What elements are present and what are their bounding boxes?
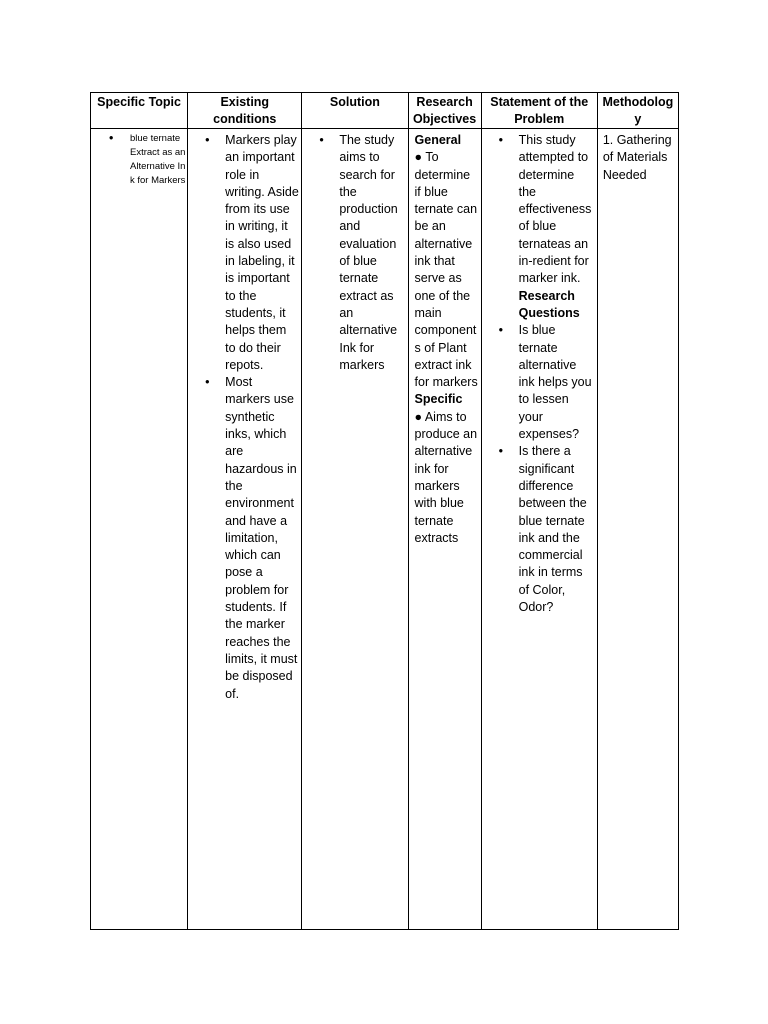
header-existing-conditions: Existing conditions bbox=[188, 93, 302, 129]
cell-solution bbox=[302, 129, 408, 930]
content-row bbox=[91, 129, 679, 930]
topic-item: • blue ternate Extract as an Alternative Ink for Markers bbox=[92, 132, 186, 188]
cell-research-objectives bbox=[408, 129, 481, 930]
header-methodology: Methodology bbox=[597, 93, 678, 129]
header-research-objectives: Research Objectives bbox=[408, 93, 481, 129]
general-objective-text: ● To determine if blue ternate can be an alternative ink that serve as one of the main components of Plant extract ink for markers bbox=[414, 150, 478, 390]
topic-list bbox=[92, 132, 186, 188]
research-question-item: • Is blue ternate alternative ink helps you to lessen your expenses? bbox=[483, 322, 595, 443]
specific-objective-text: ● Aims to produce an alternative ink for markers with blue ternate extracts bbox=[414, 409, 478, 545]
problem-intro-text: This study attempted to determine the effectiveness of blue ternateas an in-redient for marker ink. bbox=[518, 133, 592, 286]
problem-intro-item bbox=[483, 132, 595, 322]
methodology-step: 1. Gathering of Materials Needed bbox=[602, 133, 672, 182]
research-question-item: • Is there a significant difference between the blue ternate ink and the commercial ink in terms of Color, Odor? bbox=[483, 443, 595, 616]
research-questions-heading: Research Questions bbox=[518, 288, 580, 320]
general-heading: General bbox=[414, 133, 462, 147]
header-row bbox=[91, 93, 679, 129]
cell-statement-of-problem bbox=[481, 129, 597, 930]
research-table bbox=[90, 92, 679, 930]
problem-intro-list bbox=[483, 132, 595, 616]
condition-item: • Markers play an important role in writing. Aside from its use in writing, it is also used in labeling, it is important to the students, it helps them to do their repots. bbox=[189, 132, 299, 374]
header-statement-of-problem: Statement of the Problem bbox=[481, 93, 597, 129]
solution-item: • The study aims to search for the production and evaluation of blue ternate extract as an alternative Ink for markers bbox=[303, 132, 405, 374]
specific-heading: Specific bbox=[414, 392, 463, 407]
solution-list bbox=[303, 132, 405, 374]
condition-item: • Most markers use synthetic inks, which are hazardous in the environment and have a limitation, which can pose a problem for students. If the marker reaches the limits, it must be disposed of. bbox=[189, 374, 299, 703]
cell-specific-topic bbox=[91, 129, 188, 930]
header-solution: Solution bbox=[302, 93, 408, 129]
cell-methodology bbox=[597, 129, 678, 930]
cell-existing-conditions bbox=[188, 129, 302, 930]
header-specific-topic: Specific Topic bbox=[91, 93, 188, 129]
conditions-list bbox=[189, 132, 299, 703]
